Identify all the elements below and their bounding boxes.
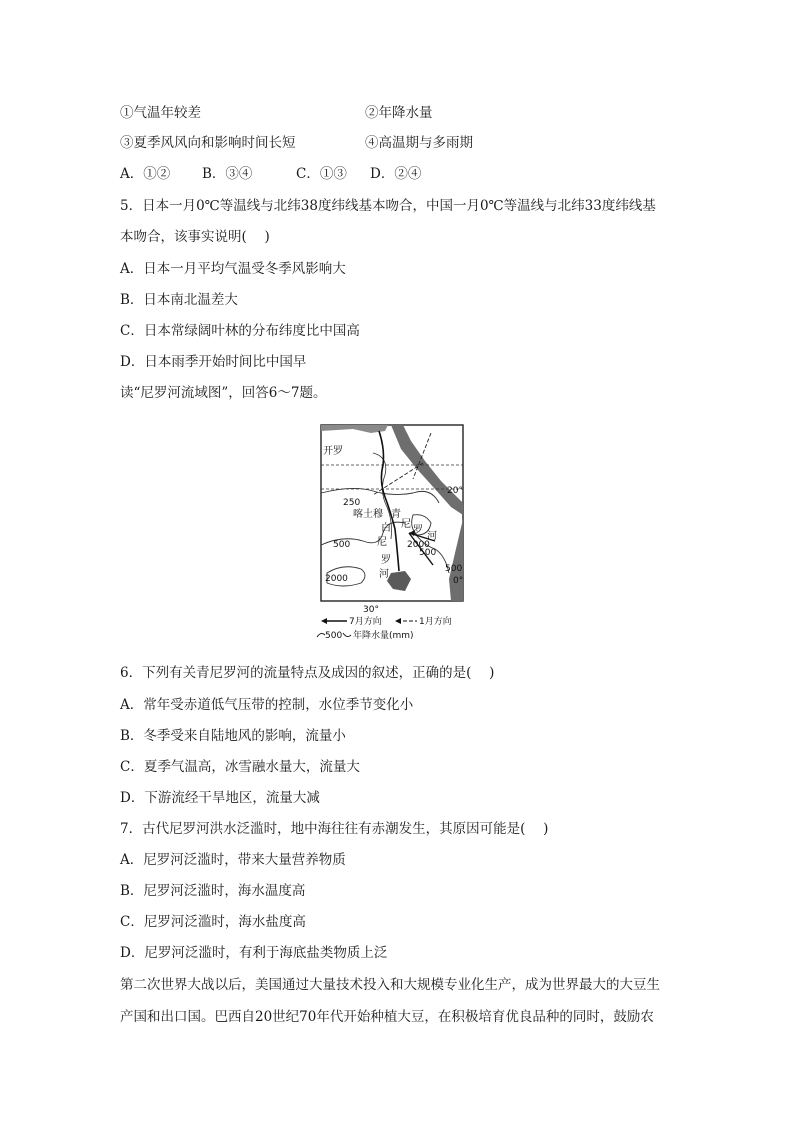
factor-1: ①气温年较差 bbox=[120, 105, 201, 121]
legend-jan-label: 1月方向 bbox=[419, 617, 452, 627]
intro-6-7: 读“尼罗河流域图”，回答6～7题。 bbox=[120, 385, 327, 401]
q4-options bbox=[120, 165, 421, 183]
q4-option-d: D．②④ bbox=[370, 166, 422, 182]
q5-stem-line2: 本吻合，该事实说明( ) bbox=[120, 229, 270, 245]
label-iso-500-east: 500 bbox=[445, 564, 463, 574]
label-white-nile-1: 白 bbox=[381, 523, 391, 534]
q4-option-a: A．①② bbox=[120, 166, 171, 182]
label-white-nile-2: 尼 bbox=[377, 537, 387, 548]
legend-rain-label: 年降水量(mm) bbox=[353, 631, 414, 641]
label-blue-nile-3: 罗 bbox=[413, 525, 423, 536]
q6-option-c: C．夏季气温高，冰雪融水量大，流量大 bbox=[120, 759, 360, 775]
legend-rain-curve-2 bbox=[343, 633, 351, 637]
label-white-nile-3: 罗 bbox=[381, 555, 391, 566]
q7-option-b: B．尼罗河泛滥时，海水温度高 bbox=[120, 883, 306, 899]
factor-2: ②年降水量 bbox=[365, 105, 433, 121]
legend-rain-curve bbox=[317, 633, 325, 637]
label-lon-30: 30° bbox=[363, 605, 379, 615]
q4-option-b: B．③④ bbox=[202, 166, 253, 182]
q7-option-c: C．尼罗河泛滥时，海水盐度高 bbox=[120, 914, 306, 930]
q6-option-d: D．下游流经干旱地区，流量大减 bbox=[120, 790, 320, 806]
q4-option-c: C．①③ bbox=[296, 166, 347, 182]
label-white-nile-4: 河 bbox=[379, 569, 389, 580]
q5-stem-line1: 5．日本一月0℃等温线与北纬38度纬线基本吻合，中国一月0℃等温线与北纬33度纬线基 bbox=[120, 198, 656, 214]
nile-map-svg bbox=[313, 423, 473, 643]
q6-option-b: B．冬季受来自陆地风的影响，流量小 bbox=[120, 728, 346, 744]
q7-stem: 7．古代尼罗河洪水泛滥时，地中海往往有赤潮发生，其原因可能是( ) bbox=[120, 821, 549, 837]
q7-option-a: A．尼罗河泛滥时，带来大量营养物质 bbox=[120, 852, 346, 868]
label-lat-0: 0° bbox=[453, 576, 464, 586]
legend-july-label: 7月方向 bbox=[349, 617, 382, 627]
nile-basin-map bbox=[313, 423, 473, 643]
legend-rain-value: 500 bbox=[325, 631, 343, 641]
factor-row-2 bbox=[120, 134, 473, 152]
label-iso-250: 250 bbox=[343, 498, 361, 508]
label-iso-500-west: 500 bbox=[333, 540, 351, 550]
q7-option-d: D．尼罗河泛滥时，有利于海底盐类物质上泛 bbox=[120, 945, 388, 961]
label-iso-2000-west: 2000 bbox=[325, 574, 348, 584]
passage-line-1: 第二次世界大战以后，美国通过大量技术投入和大规模专业化生产，成为世界最大的大豆生 bbox=[120, 977, 660, 993]
factor-row-1 bbox=[120, 104, 433, 122]
label-blue-nile-4: 河 bbox=[427, 531, 437, 542]
label-blue-nile-1: 青 bbox=[391, 509, 401, 520]
label-blue-nile-2: 尼 bbox=[401, 519, 411, 530]
label-lat-20: 20° bbox=[447, 486, 463, 496]
q6-option-a: A．常年受赤道低气压带的控制，水位季节变化小 bbox=[120, 697, 414, 713]
factor-4: ④高温期与多雨期 bbox=[365, 135, 473, 151]
label-iso-500-mid: 500 bbox=[419, 548, 437, 558]
label-khartoum: 喀土穆 bbox=[353, 509, 383, 520]
q5-option-a: A．日本一月平均气温受冬季风影响大 bbox=[120, 261, 346, 277]
q5-option-d: D．日本雨季开始时间比中国早 bbox=[120, 354, 307, 370]
legend-july-arrow bbox=[321, 618, 327, 624]
q5-option-b: B．日本南北温差大 bbox=[120, 292, 238, 308]
legend-jan-arrow bbox=[395, 618, 401, 624]
label-iso-2000-east: 2000 bbox=[407, 540, 430, 550]
label-cairo: 开罗 bbox=[323, 446, 343, 457]
passage-line-2: 产国和出口国。巴西自20世纪70年代开始种植大豆，在积极培育优良品种的同时，鼓励农 bbox=[120, 1009, 654, 1025]
q5-option-c: C．日本常绿阔叶林的分布纬度比中国高 bbox=[120, 323, 360, 339]
q6-stem: 6．下列有关青尼罗河的流量特点及成因的叙述，正确的是( ) bbox=[120, 665, 495, 681]
factor-3: ③夏季风风向和影响时间长短 bbox=[120, 135, 296, 151]
